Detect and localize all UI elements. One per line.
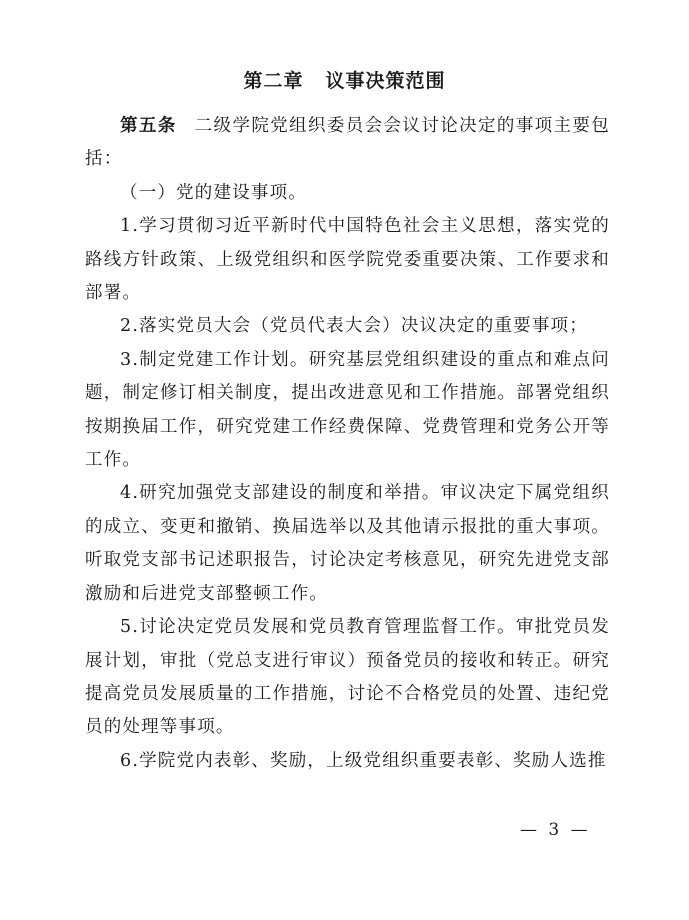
list-item: 4.研究加强党支部建设的制度和举措。审议决定下属党组织的成立、变更和撤销、换届选举以及其他请示报批的重大事项。听取党支部书记述职报告，讨论决定考核意见，研究先进党支部激励和后进党支部整顿工作。 <box>85 483 610 604</box>
chapter-name: 议事决策范围 <box>325 70 446 92</box>
chapter-number: 第二章 <box>243 70 304 92</box>
list-item: 5.讨论决定党员发展和党员教育管理监督工作。审批党员发展计划，审批（党总支进行审议）预备党员的接收和转正。研究提高党员发展质量的工作措施，讨论不合格党员的处置、违纪党员的处理等事项。 <box>85 617 610 738</box>
chapter-title <box>0 66 689 93</box>
section-heading: （一）党的建设事项。 <box>120 182 307 203</box>
page-number: — 3 — <box>520 820 591 840</box>
list-item: 3.制定党建工作计划。研究基层党组织建设的重点和难点问题，制定修订相关制度，提出改进意见和工作措施。部署党组织按期换届工作，研究党建工作经费保障、党费管理和党务公开等工作。 <box>85 349 610 471</box>
article-paragraph <box>85 110 610 177</box>
list-item: 1.学习贯彻习近平新时代中国特色社会主义思想，落实党的路线方针政策、上级党组织和医学院党委重要决策、工作要求和部署。 <box>85 216 610 304</box>
list-item: 6.学院党内表彰、奖励，上级党组织重要表彰、奖励人选推 <box>120 750 607 771</box>
article-label: 第五条 <box>120 116 177 136</box>
list-item: 2.落实党员大会（党员代表大会）决议决定的重要事项； <box>120 316 588 337</box>
document-body <box>85 110 610 778</box>
article-intro: 二级学院党组织委员会会议讨论决定的事项主要包括： <box>85 116 610 170</box>
